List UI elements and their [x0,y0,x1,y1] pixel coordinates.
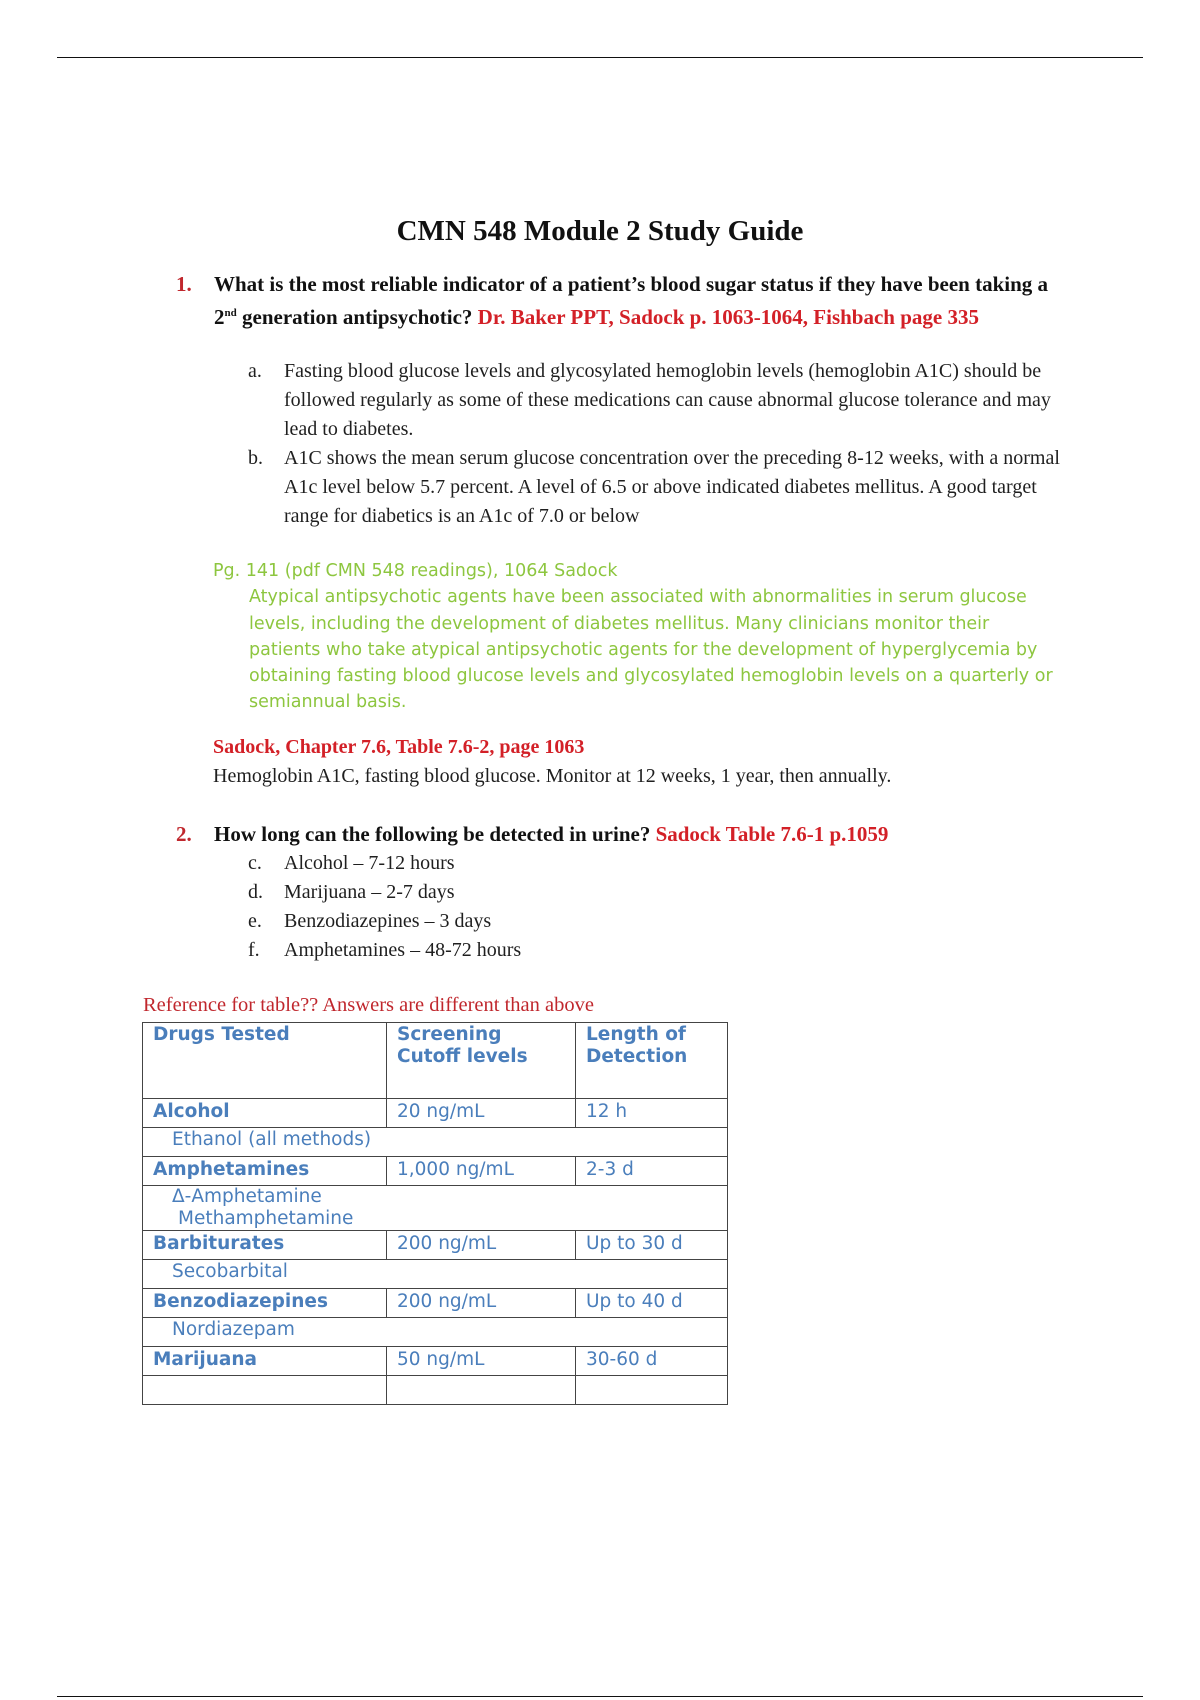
table-row [143,1099,728,1128]
question-number: 2. [176,822,192,846]
question-text: What is the most reliable indicator of a patient’s blood sugar status if they have been taking a 2nd generation antipsychotic? Dr. Baker PPT, Sadock p. 1063-1064, Fishbach page 335 [214,272,1049,329]
table-header-row [143,1023,728,1099]
reference-note [213,733,891,791]
list-item: d. Marijuana – 2-7 days [248,881,455,903]
question-source: Dr. Baker PPT, Sadock p. 1063-1064, Fishbach page 335 [477,305,979,329]
table-subrow [143,1186,728,1231]
excerpt-heading: Pg. 141 (pdf CMN 548 readings), 1064 Sadock [213,561,618,581]
reading-excerpt [213,558,1053,716]
list-item: c. Alcohol – 7-12 hours [248,852,455,874]
substance-cell: Nordiazepam [143,1318,728,1347]
question-source: Sadock Table 7.6-1 p.1059 [655,822,889,846]
drug-cell: Alcohol [143,1099,387,1128]
cutoff-cell: 200 ng/mL [387,1231,576,1260]
table-row [143,1157,728,1186]
table-subrow [143,1260,728,1289]
list-item: b. A1C shows the mean serum glucose concentration over the preceding 8-12 weeks, with a normal A1c level below 5.7 percent. A level of 6.5 or above indicated diabetes mellitus. A good target range for diabetics is an A1c of 7.0 or below [248,447,1060,527]
detection-cell: 12 h [576,1099,728,1128]
reference-heading: Sadock, Chapter 7.6, Table 7.6-2, page 1063 [213,736,585,758]
excerpt-text: Atypical antipsychotic agents have been associated with abnormalities in serum glucose levels, including the development of diabetes mellitus. Many clinicians monitor their patients who take atypical antipsychotic agents for the development of hyperglycemia by obtaining fasting blood glucose levels and glycosylated hemoglobin levels on a quarterly or semiannual basis. [249,587,1053,713]
table-subrow [143,1128,728,1157]
cutoff-cell: 200 ng/mL [387,1289,576,1318]
detection-cell: 2-3 d [576,1157,728,1186]
detection-cell: Up to 40 d [576,1289,728,1318]
list-item: f. Amphetamines – 48-72 hours [248,939,522,961]
question-text: How long can the following be detected in urine? Sadock Table 7.6-1 p.1059 [214,822,889,846]
drug-cell: Amphetamines [143,1157,387,1186]
table-row [143,1289,728,1318]
drug-cell: Marijuana [143,1347,387,1376]
table-caption: Reference for table?? Answers are different than above [143,994,594,1016]
cutoff-cell: 1,000 ng/mL [387,1157,576,1186]
column-header: Drugs Tested [143,1023,387,1099]
cutoff-cell: 50 ng/mL [387,1347,576,1376]
drug-detection-table [142,1022,728,1405]
detection-cell: 30-60 d [576,1347,728,1376]
question-number: 1. [176,272,192,296]
table-empty-row [143,1376,728,1405]
reference-text: Hemoglobin A1C, fasting blood glucose. Monitor at 12 weeks, 1 year, then annually. [213,765,892,787]
column-header: Screening Cutoff levels [387,1023,576,1099]
table-subrow [143,1318,728,1347]
substance-cell: Δ-Amphetamine Methamphetamine [143,1186,728,1231]
substance-cell: Ethanol (all methods) [143,1128,728,1157]
drug-cell: Barbiturates [143,1231,387,1260]
document-title: CMN 548 Module 2 Study Guide [396,215,804,247]
drug-cell: Benzodiazepines [143,1289,387,1318]
question-1 [178,270,1058,332]
column-header: Length of Detection [576,1023,728,1099]
bottom-rule [57,1696,1143,1697]
list-item: e. Benzodiazepines – 3 days [248,910,492,932]
table-row [143,1347,728,1376]
detection-cell: Up to 30 d [576,1231,728,1260]
top-rule [57,57,1143,58]
cutoff-cell: 20 ng/mL [387,1099,576,1128]
question-2 [178,820,1058,849]
list-item: a. Fasting blood glucose levels and glycosylated hemoglobin levels (hemoglobin A1C) should be followed regularly as some of these medications can cause abnormal glucose tolerance and may lead to diabetes. [248,360,1051,440]
substance-cell: Secobarbital [143,1260,728,1289]
table-row [143,1231,728,1260]
